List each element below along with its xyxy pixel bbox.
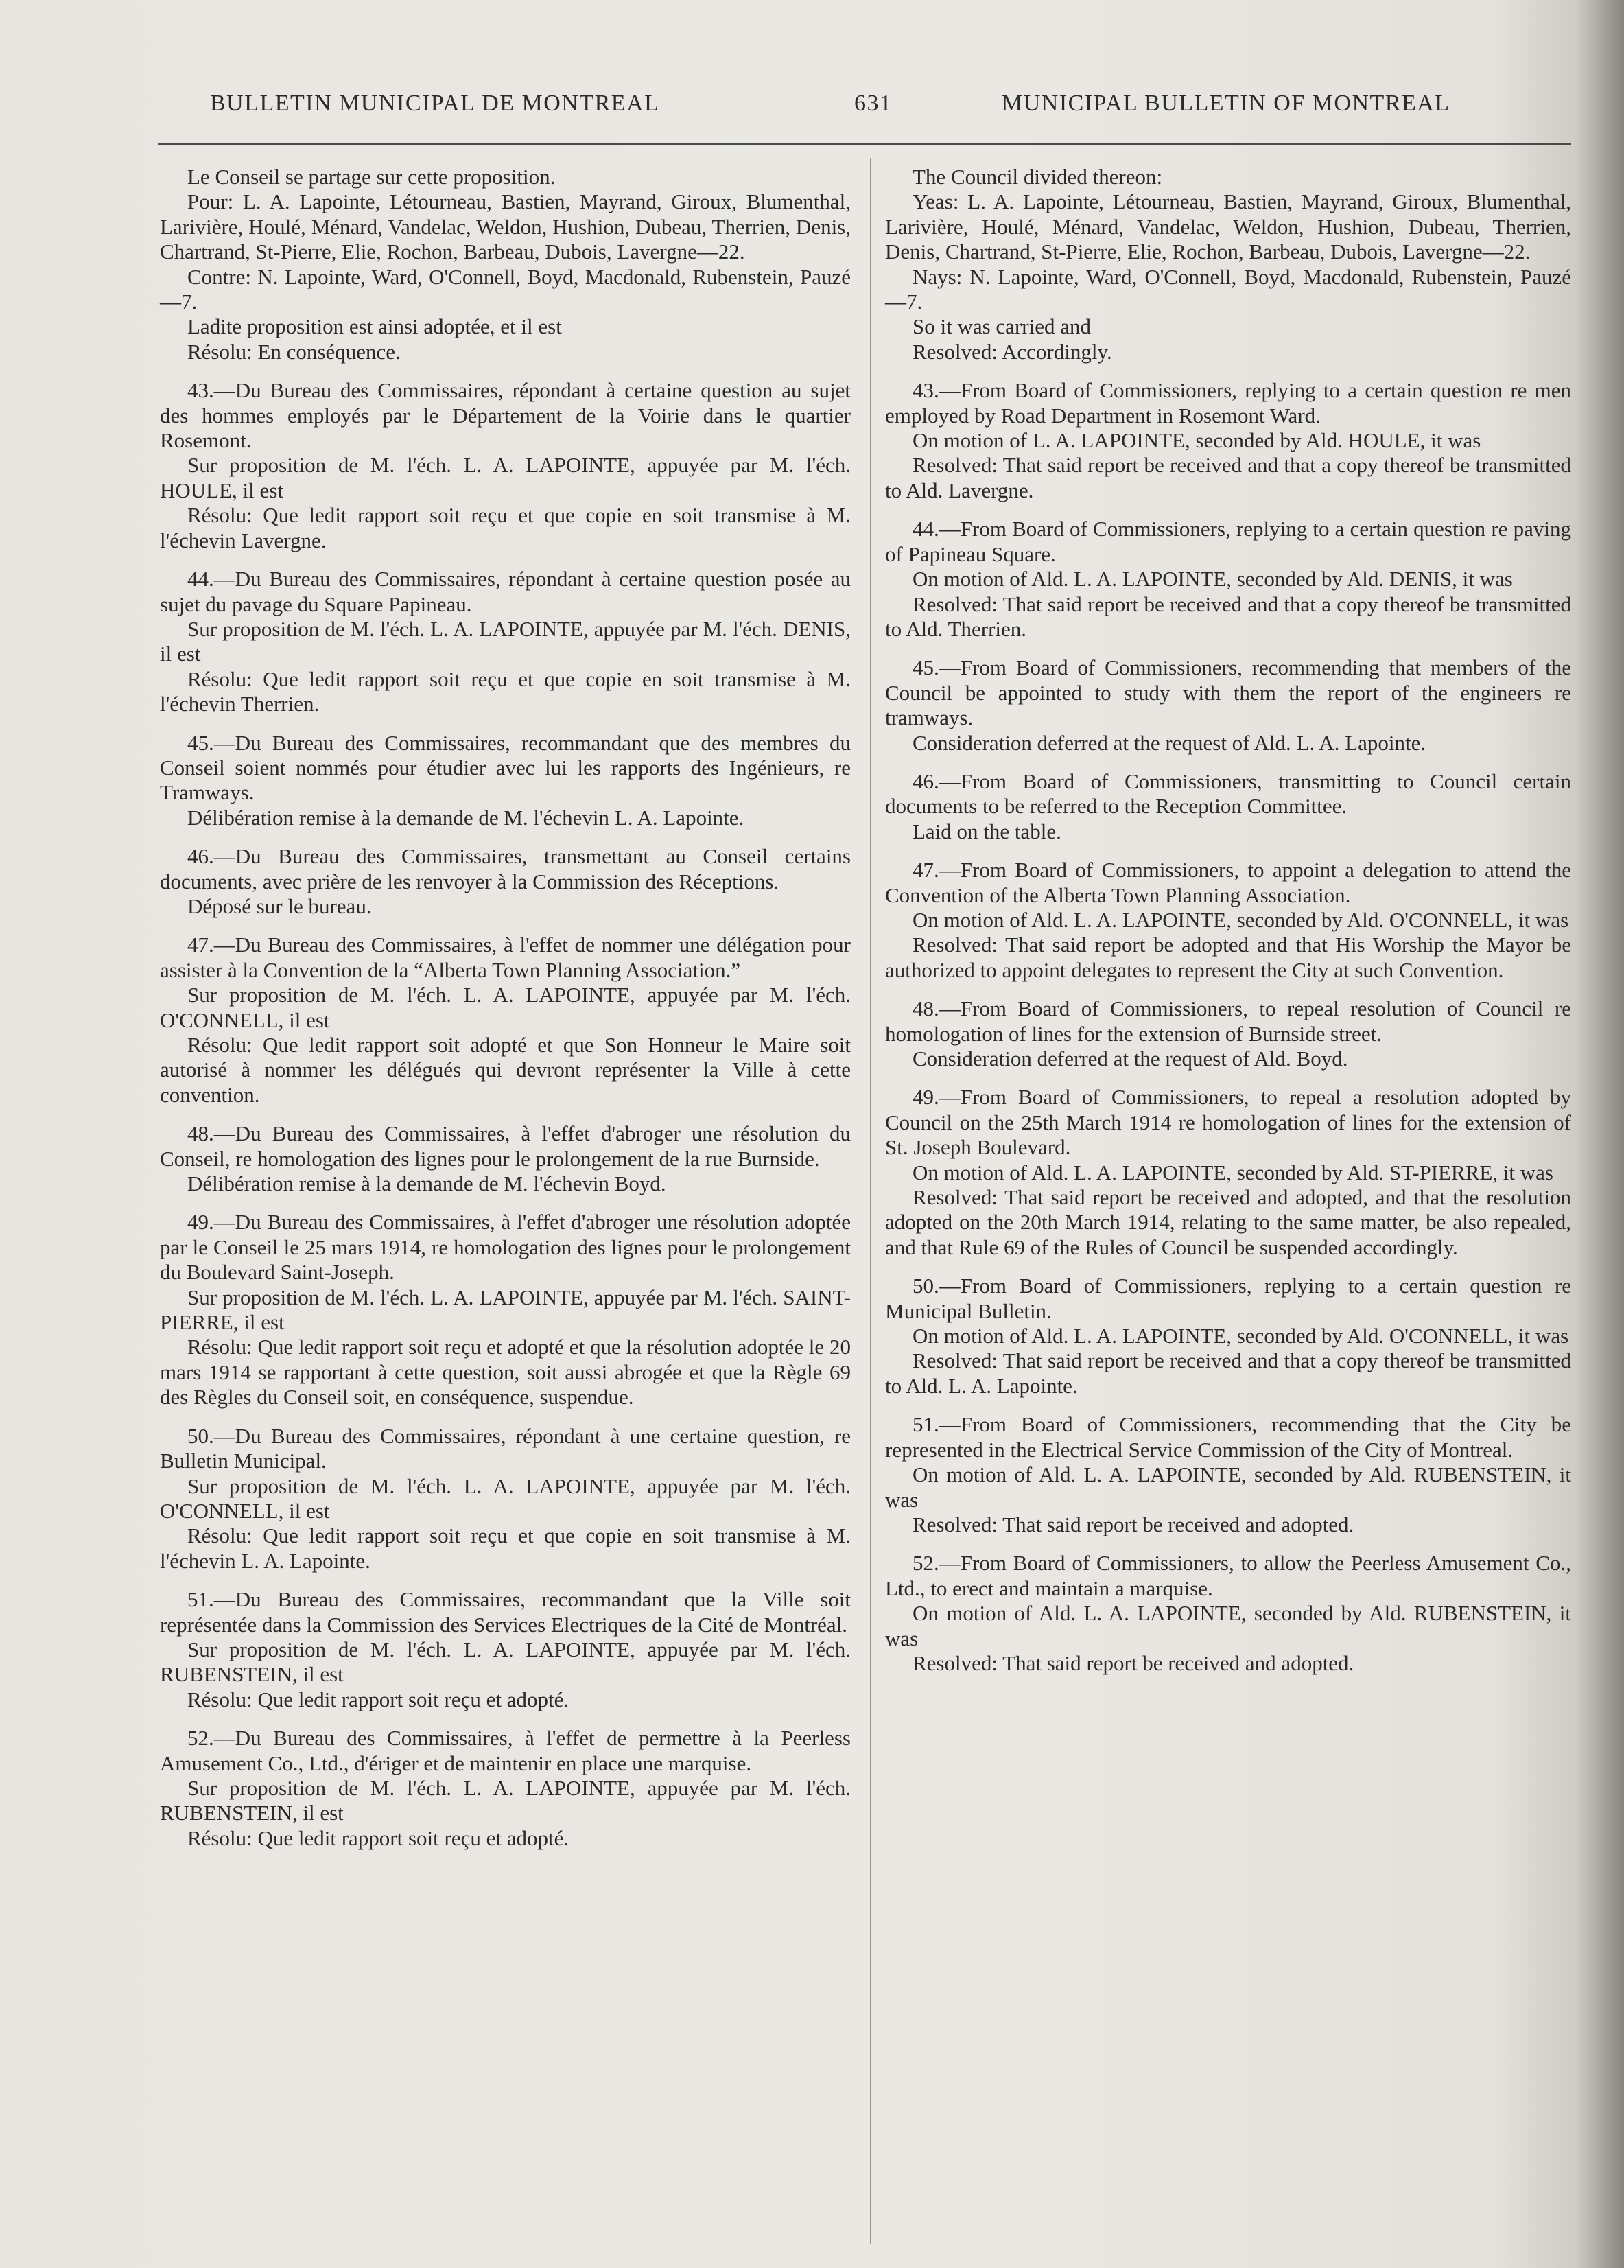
- english-paragraph: Resolved: Accordingly.: [913, 339, 1112, 364]
- french-paragraph: 48.—Du Bureau des Commissaires, à l'effet d'abroger une résolution du Conseil, re homologation des lignes pour le prolongement de la rue Burnside.: [160, 1121, 851, 1171]
- french-paragraph: Sur proposition de M. l'éch. L. A. LAPOINTE, appuyée par M. l'éch. SAINT-PIERRE, il est: [160, 1285, 851, 1335]
- french-paragraph: Résolu: Que ledit rapport soit reçu et que copie en soit transmise à M. l'échevin L. A. Lapointe.: [160, 1523, 851, 1573]
- english-paragraph: Resolved: That said report be adopted and that His Worship the Mayor be authorized to appoint delegates to represent the City at such Convention.: [885, 933, 1571, 982]
- french-paragraph: Délibération remise à la demande de M. l'échevin L. A. Lapointe.: [187, 805, 744, 830]
- english-paragraph: Resolved: That said report be received and that a copy thereof be transmitted to Ald. L. A. Lapointe.: [885, 1348, 1571, 1398]
- english-paragraph: Resolved: That said report be received and adopted.: [913, 1650, 1354, 1675]
- french-paragraph: Contre: N. Lapointe, Ward, O'Connell, Boyd, Macdonald, Rubenstein, Pauzé—7.: [160, 264, 851, 314]
- header-english-title: MUNICIPAL BULLETIN OF MONTREAL: [1002, 91, 1450, 116]
- english-paragraph: 51.—From Board of Commissioners, recommending that the City be represented in the Electrical Service Commission of the City of Montreal.: [885, 1412, 1571, 1462]
- english-paragraph: 46.—From Board of Commissioners, transmitting to Council certain documents to be referred to the Reception Committee.: [885, 769, 1571, 819]
- english-paragraph: On motion of Ald. L. A. LAPOINTE, seconded by Ald. RUBENSTEIN, it was: [885, 1601, 1571, 1650]
- english-paragraph: Laid on the table.: [913, 819, 1061, 843]
- french-paragraph: Sur proposition de M. l'éch. L. A. LAPOINTE, appuyée par M. l'éch. O'CONNELL, il est: [160, 1473, 851, 1523]
- english-paragraph: Resolved: That said report be received and adopted.: [913, 1512, 1354, 1536]
- english-paragraph: 52.—From Board of Commissioners, to allow the Peerless Amusement Co., Ltd., to erect and maintain a marquise.: [885, 1551, 1571, 1600]
- french-paragraph: Déposé sur le bureau.: [187, 893, 372, 918]
- english-paragraph: Yeas: L. A. Lapointe, Létourneau, Bastien, Mayrand, Giroux, Blumenthal, Larivière, Houlé, Ménard, Vandelac, Weldon, Hushion, Dubeau, Therrien, Denis, Chartrand, St-Pierre, Elie, Rochon, Barbeau, Dubois, Lavergne—22.: [885, 189, 1571, 264]
- french-paragraph: Sur proposition de M. l'éch. L. A. LAPOINTE, appuyée par M. l'éch. RUBENSTEIN, il est: [160, 1637, 851, 1687]
- english-paragraph: On motion of Ald. L. A. LAPOINTE, seconded by Ald. DENIS, it was: [913, 567, 1513, 592]
- english-paragraph: On motion of Ald. L. A. LAPOINTE, seconded by Ald. RUBENSTEIN, it was: [885, 1462, 1571, 1512]
- english-paragraph: Resolved: That said report be received and that a copy thereof be transmitted to Ald. Lavergne.: [885, 453, 1571, 502]
- french-paragraph: Résolu: Que ledit rapport soit reçu et adopté.: [187, 1825, 569, 1850]
- english-paragraph: 44.—From Board of Commissioners, replying to a certain question re paving of Papineau Square.: [885, 517, 1571, 566]
- english-paragraph: Resolved: That said report be received and adopted, and that the resolution adopted on the 20th March 1914, relating to the same matter, be also repealed, and that Rule 69 of the Rules of Council be suspended accordingly.: [885, 1185, 1571, 1259]
- french-paragraph: 49.—Du Bureau des Commissaires, à l'effet d'abroger une résolution adoptée par le Conseil le 25 mars 1914, re homologation des lignes pour le prolongement du Boulevard Saint-Joseph.: [160, 1210, 851, 1285]
- page-number: 631: [854, 91, 893, 116]
- english-paragraph: 50.—From Board of Commissioners, replying to a certain question re Municipal Bulletin.: [885, 1274, 1571, 1323]
- french-paragraph: 43.—Du Bureau des Commissaires, répondant à certaine question au sujet des hommes employés par le Département de la Voirie dans le quartier Rosemont.: [160, 378, 851, 453]
- english-paragraph: So it was carried and: [913, 314, 1091, 339]
- english-paragraph: 43.—From Board of Commissioners, replying to a certain question re men employed by Road Department in Rosemont Ward.: [885, 378, 1571, 428]
- english-paragraph: 49.—From Board of Commissioners, to repeal a resolution adopted by Council on the 25th March 1914 re homologation of lines for the extension of St. Joseph Boulevard.: [885, 1085, 1571, 1160]
- french-paragraph: 44.—Du Bureau des Commissaires, répondant à certaine question posée au sujet du pavage du Square Papineau.: [160, 567, 851, 616]
- english-paragraph: On motion of Ald. L. A. LAPOINTE, seconded by Ald. O'CONNELL, it was: [913, 907, 1569, 932]
- french-paragraph: 51.—Du Bureau des Commissaires, recommandant que la Ville soit représentée dans la Commission des Services Electriques de la Cité de Montréal.: [160, 1587, 851, 1637]
- french-paragraph: Résolu: Que ledit rapport soit adopté et que Son Honneur le Maire soit autorisé à nommer les délégués qui devront représenter la Ville à cette convention.: [160, 1033, 851, 1107]
- french-paragraph: Résolu: Que ledit rapport soit reçu et adopté.: [187, 1687, 569, 1711]
- french-paragraph: 45.—Du Bureau des Commissaires, recommandant que des membres du Conseil soient nommés pour étudier avec lui les rapports des Ingénieurs, re Tramways.: [160, 730, 851, 805]
- english-paragraph: 48.—From Board of Commissioners, to repeal resolution of Council re homologation of lines for the extension of Burnside street.: [885, 996, 1571, 1046]
- french-paragraph: Pour: L. A. Lapointe, Létourneau, Bastien, Mayrand, Giroux, Blumenthal, Larivière, Houlé, Ménard, Vandelac, Weldon, Hushion, Dubeau, Therrien, Denis, Chartrand, St-Pierre, Elie, Rochon, Barbeau, Dubois, Lavergne—22.: [160, 189, 851, 264]
- english-paragraph: 45.—From Board of Commissioners, recommending that members of the Council be appointed to study with them the report of the engineers re tramways.: [885, 655, 1571, 730]
- english-paragraph: The Council divided thereon:: [913, 165, 1163, 189]
- french-column: [160, 165, 851, 1851]
- french-paragraph: Résolu: Que ledit rapport soit reçu et adopté et que la résolution adoptée le 20 mars 1914 se rapportant à cette question, soit aussi abrogée et que la Règle 69 des Règles du Conseil soit, en conséquence, suspendue.: [160, 1335, 851, 1410]
- french-paragraph: Délibération remise à la demande de M. l'échevin Boyd.: [187, 1171, 666, 1196]
- header-rule: [158, 143, 1571, 145]
- english-paragraph: Consideration deferred at the request of Ald. Boyd.: [913, 1047, 1348, 1071]
- french-paragraph: Sur proposition de M. l'éch. L. A. LAPOINTE, appuyée par M. l'éch. HOULE, il est: [160, 453, 851, 502]
- french-paragraph: Sur proposition de M. l'éch. L. A. LAPOINTE, appuyée par M. l'éch. DENIS, il est: [160, 616, 851, 666]
- english-paragraph: 47.—From Board of Commissioners, to appoint a delegation to attend the Convention of the Alberta Town Planning Association.: [885, 858, 1571, 907]
- english-paragraph: On motion of Ald. L. A. LAPOINTE, seconded by Ald. ST-PIERRE, it was: [913, 1160, 1553, 1184]
- french-paragraph: 52.—Du Bureau des Commissaires, à l'effet de permettre à la Peerless Amusement Co., Ltd., d'ériger et de maintenir en place une marquise.: [160, 1726, 851, 1775]
- running-header: [158, 91, 1542, 125]
- french-paragraph: Résolu: Que ledit rapport soit reçu et que copie en soit transmise à M. l'échevin Therrien.: [160, 666, 851, 716]
- column-divider: [870, 158, 871, 2244]
- french-paragraph: 47.—Du Bureau des Commissaires, à l'effet de nommer une délégation pour assister à la Convention de la “Alberta Town Planning Association.”: [160, 933, 851, 982]
- french-paragraph: Ladite proposition est ainsi adoptée, et il est: [187, 314, 562, 339]
- french-paragraph: 50.—Du Bureau des Commissaires, répondant à une certaine question, re Bulletin Municipal.: [160, 1423, 851, 1473]
- french-paragraph: Le Conseil se partage sur cette proposition.: [187, 165, 556, 189]
- header-french-title: BULLETIN MUNICIPAL DE MONTREAL: [210, 91, 660, 116]
- english-paragraph: On motion of Ald. L. A. LAPOINTE, seconded by Ald. O'CONNELL, it was: [913, 1324, 1569, 1348]
- english-paragraph: Consideration deferred at the request of Ald. L. A. Lapointe.: [913, 730, 1426, 755]
- french-paragraph: Sur proposition de M. l'éch. L. A. LAPOINTE, appuyée par M. l'éch. O'CONNELL, il est: [160, 983, 851, 1032]
- english-paragraph: On motion of L. A. LAPOINTE, seconded by Ald. HOULE, it was: [913, 428, 1481, 453]
- english-column: [885, 165, 1571, 1676]
- french-paragraph: 46.—Du Bureau des Commissaires, transmettant au Conseil certains documents, avec prière de les renvoyer à la Commission des Réceptions.: [160, 844, 851, 893]
- french-paragraph: Résolu: Que ledit rapport soit reçu et que copie en soit transmise à M. l'échevin Lavergne.: [160, 503, 851, 552]
- english-paragraph: Nays: N. Lapointe, Ward, O'Connell, Boyd, Macdonald, Rubenstein, Pauzé—7.: [885, 264, 1571, 314]
- french-paragraph: Résolu: En conséquence.: [187, 339, 401, 364]
- french-paragraph: Sur proposition de M. l'éch. L. A. LAPOINTE, appuyée par M. l'éch. RUBENSTEIN, il est: [160, 1775, 851, 1825]
- english-paragraph: Resolved: That said report be received and that a copy thereof be transmitted to Ald. Therrien.: [885, 592, 1571, 641]
